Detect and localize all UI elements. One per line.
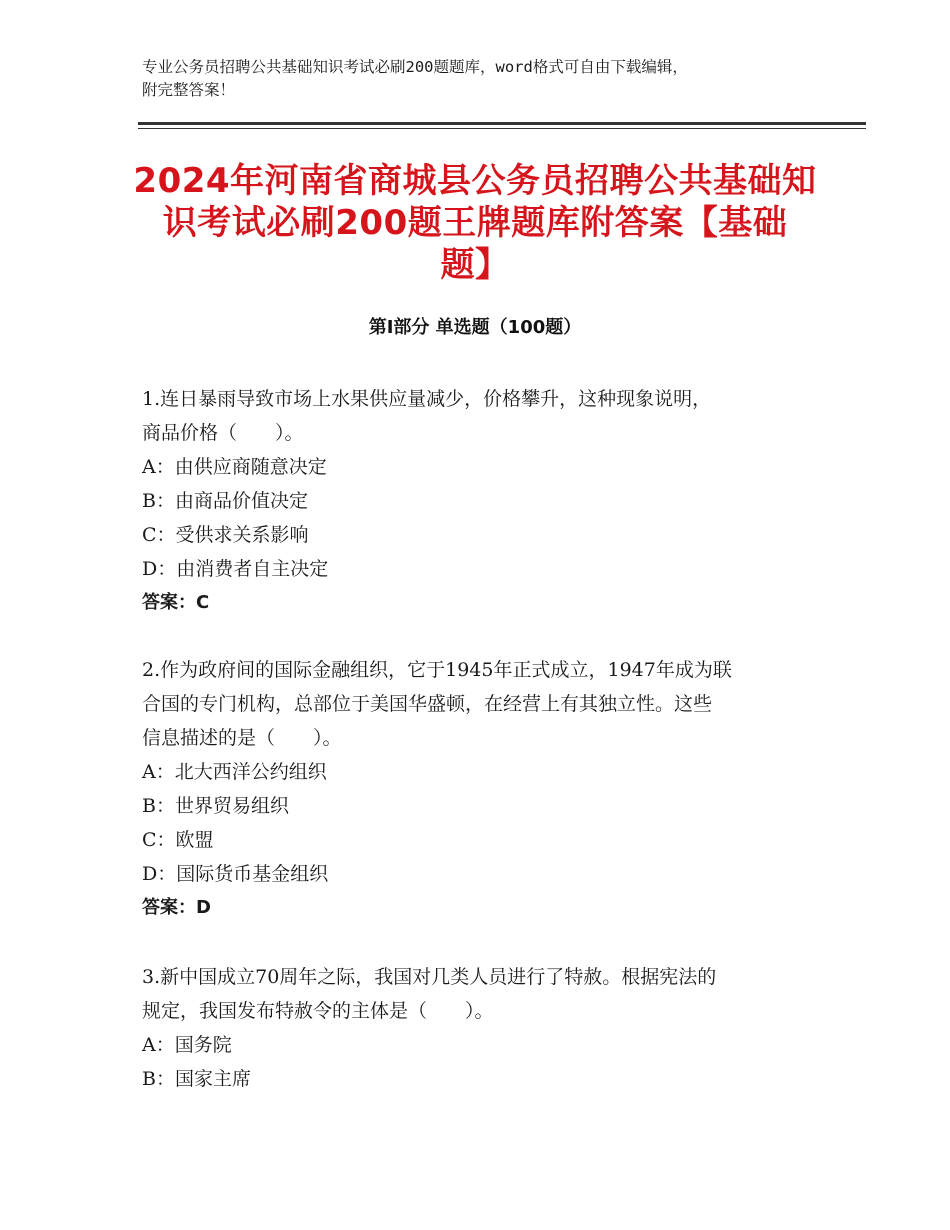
option-c: C：欧盟	[142, 829, 214, 851]
header-divider-thin	[138, 128, 866, 129]
answer: 答案：D	[142, 897, 211, 918]
option-a: A：北大西洋公约组织	[142, 761, 327, 783]
answer: 答案：C	[142, 592, 210, 613]
option-c: C：受供求关系影响	[142, 524, 309, 546]
header-note-line: 专业公务员招聘公共基础知识考试必刷200题题库，word格式可自由下载编辑，	[142, 58, 688, 76]
section-heading: 第Ⅰ部分 单选题（100题）	[368, 317, 582, 338]
question-stem: 合国的专门机构，总部位于美国华盛顿，在经营上有其独立性。这些	[142, 693, 713, 715]
header-note	[142, 56, 802, 102]
question-stem: 1.连日暴雨导致市场上水果供应量减少，价格攀升，这种现象说明，	[142, 388, 712, 410]
option-d: D：由消费者自主决定	[142, 558, 329, 580]
question-stem: 3.新中国成立70周年之际，我国对几类人员进行了特赦。根据宪法的	[142, 966, 717, 988]
question-3	[142, 960, 822, 1096]
option-b: B：国家主席	[142, 1068, 251, 1090]
option-a: A：由供应商随意决定	[142, 456, 327, 478]
question-1	[142, 382, 822, 620]
option-a: A：国务院	[142, 1034, 232, 1056]
option-b: B：由商品价值决定	[142, 490, 308, 512]
title-line: 2024年河南省商城县公务员招聘公共基础知	[133, 161, 817, 201]
option-b: B：世界贸易组织	[142, 795, 289, 817]
question-stem: 2.作为政府间的国际金融组织，它于1945年正式成立，1947年成为联	[142, 659, 732, 681]
question-stem: 信息描述的是（ ）。	[142, 727, 342, 749]
header-note-line: 附完整答案！	[142, 81, 236, 99]
header-divider-thick	[138, 122, 866, 125]
question-stem: 商品价格（ ）。	[142, 422, 304, 444]
question-2	[142, 653, 822, 925]
option-d: D：国际货币基金组织	[142, 863, 329, 885]
question-stem: 规定，我国发布特赦令的主体是（ ）。	[142, 1000, 494, 1022]
title-line: 识考试必刷200题王牌题库附答案【基础	[162, 203, 788, 243]
title-line: 题】	[440, 245, 510, 285]
document-title	[130, 160, 820, 286]
